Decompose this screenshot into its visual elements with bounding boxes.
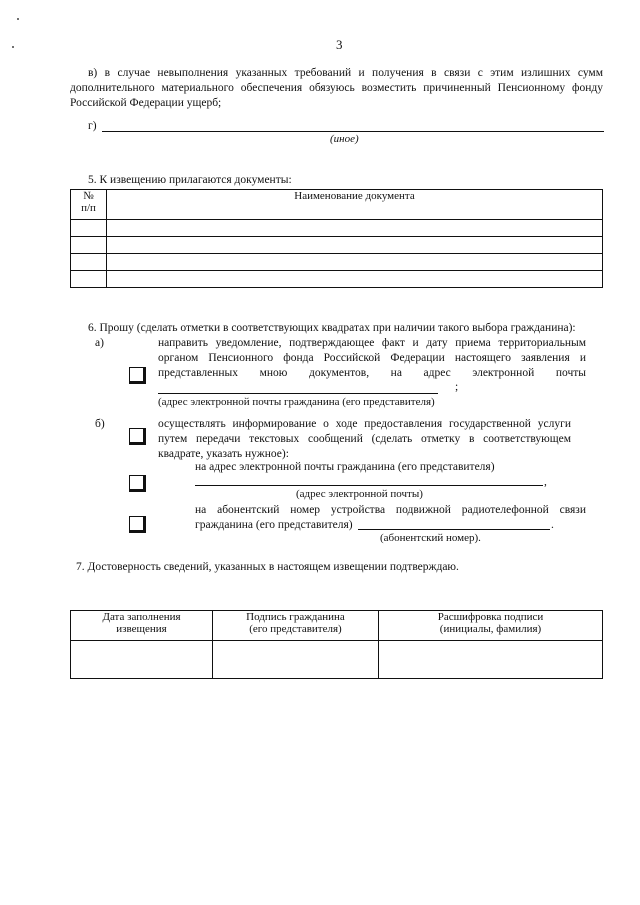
table-row bbox=[71, 641, 603, 679]
table-cell[interactable] bbox=[107, 237, 603, 254]
item-v-line-3: Российской Федерации ущерб; bbox=[70, 97, 222, 109]
inform-phone-line-1: на абонентский номер устройства подвижной радиотелефонной связи bbox=[195, 504, 586, 516]
doc-col-number-line2: п/п bbox=[81, 202, 96, 214]
date-cell[interactable] bbox=[71, 641, 213, 679]
doc-col-name-header bbox=[107, 190, 603, 220]
inform-email-tail: , bbox=[544, 476, 547, 488]
sig-col-date-header bbox=[71, 611, 213, 641]
table-cell[interactable] bbox=[107, 271, 603, 288]
documents-table bbox=[70, 189, 603, 288]
scan-speck bbox=[12, 46, 14, 48]
checkbox-inform-messages[interactable] bbox=[129, 428, 146, 445]
sig-col-decoding-header bbox=[379, 611, 603, 641]
sig-col-decoding-line2: (инициалы, фамилия) bbox=[439, 623, 542, 635]
section6-b-label: б) bbox=[95, 418, 105, 430]
sig-col-date-line1: Дата заполнения bbox=[102, 611, 181, 623]
signature-table-header bbox=[71, 611, 603, 641]
checkbox-inform-phone[interactable] bbox=[129, 516, 146, 533]
section6-a-line-3: представленных мною документов, на адрес электронной почты bbox=[158, 367, 586, 379]
section5-title: 5. К извещению прилагаются документы: bbox=[88, 174, 292, 186]
table-cell[interactable] bbox=[107, 220, 603, 237]
inform-phone-line-2: гражданина (его представителя) bbox=[195, 519, 353, 531]
doc-col-number-line1: № bbox=[83, 190, 94, 202]
sig-col-date-line2: извещения bbox=[116, 623, 167, 635]
item-v-line-2: дополнительного материального обеспечения обязуюсь возместить причиненный Пенсионному фонду bbox=[70, 82, 603, 94]
inform-phone-field-line bbox=[358, 529, 550, 530]
section6-b-line-2: путем передачи текстовых сообщений (сделать отметку в соответствующем bbox=[158, 433, 571, 445]
notify-email-tail: ; bbox=[455, 381, 459, 393]
section6-a-line-2: органом Пенсионного фонда Российской Федерации настоящего заявления и bbox=[158, 352, 586, 364]
inform-phone-caption: (абонентский номер). bbox=[380, 532, 481, 544]
inform-email-caption: (адрес электронной почты) bbox=[296, 488, 423, 500]
doc-col-number-header bbox=[71, 190, 107, 220]
signature-cell[interactable] bbox=[213, 641, 379, 679]
section7-title: 7. Достоверность сведений, указанных в настоящем извещении подтверждаю. bbox=[76, 561, 459, 573]
sig-col-signature-header bbox=[213, 611, 379, 641]
table-row bbox=[71, 271, 603, 288]
section6-title: 6. Прошу (сделать отметки в соответствующих квадратах при наличии такого выбора гражданина): bbox=[88, 322, 576, 334]
documents-table-header bbox=[71, 190, 603, 220]
table-cell[interactable] bbox=[71, 220, 107, 237]
table-cell[interactable] bbox=[71, 237, 107, 254]
table-row bbox=[71, 237, 603, 254]
table-row bbox=[71, 254, 603, 271]
item-g-field-line bbox=[102, 131, 604, 132]
table-cell[interactable] bbox=[71, 254, 107, 271]
sig-col-decoding-line1: Расшифровка подписи bbox=[437, 611, 544, 623]
checkbox-notify-email[interactable] bbox=[129, 367, 146, 384]
section6-a-line-1: направить уведомление, подтверждающее факт и дату приема территориальным bbox=[158, 337, 586, 349]
decoding-cell[interactable] bbox=[379, 641, 603, 679]
sig-col-signature-line1: Подпись гражданина bbox=[246, 611, 345, 623]
table-row bbox=[71, 220, 603, 237]
notify-email-field-line bbox=[158, 393, 438, 394]
item-v-line-1: в) в случае невыполнения указанных требований и получения в связи с этим излишних сумм bbox=[88, 67, 603, 79]
sig-col-signature-line2: (его представителя) bbox=[249, 623, 342, 635]
scan-speck bbox=[17, 18, 19, 20]
checkbox-inform-email[interactable] bbox=[129, 475, 146, 492]
table-cell[interactable] bbox=[71, 271, 107, 288]
inform-email-text: на адрес электронной почты гражданина (его представителя) bbox=[195, 461, 495, 473]
table-cell[interactable] bbox=[107, 254, 603, 271]
inform-phone-tail: . bbox=[551, 519, 554, 531]
item-g-caption: (иное) bbox=[330, 133, 359, 145]
item-g-label: г) bbox=[88, 120, 97, 132]
page-number: 3 bbox=[336, 37, 343, 52]
section6-a-label: а) bbox=[95, 337, 104, 349]
doc-col-name-label: Наименование документа bbox=[294, 190, 415, 202]
section6-b-line-3: квадрате, указать нужное): bbox=[158, 448, 289, 460]
notify-email-caption: (адрес электронной почты гражданина (его представителя) bbox=[158, 396, 435, 408]
section6-b-line-1: осуществлять информирование о ходе предоставления государственной услуги bbox=[158, 418, 571, 430]
inform-email-field-line bbox=[195, 485, 543, 486]
signature-table bbox=[70, 610, 603, 679]
